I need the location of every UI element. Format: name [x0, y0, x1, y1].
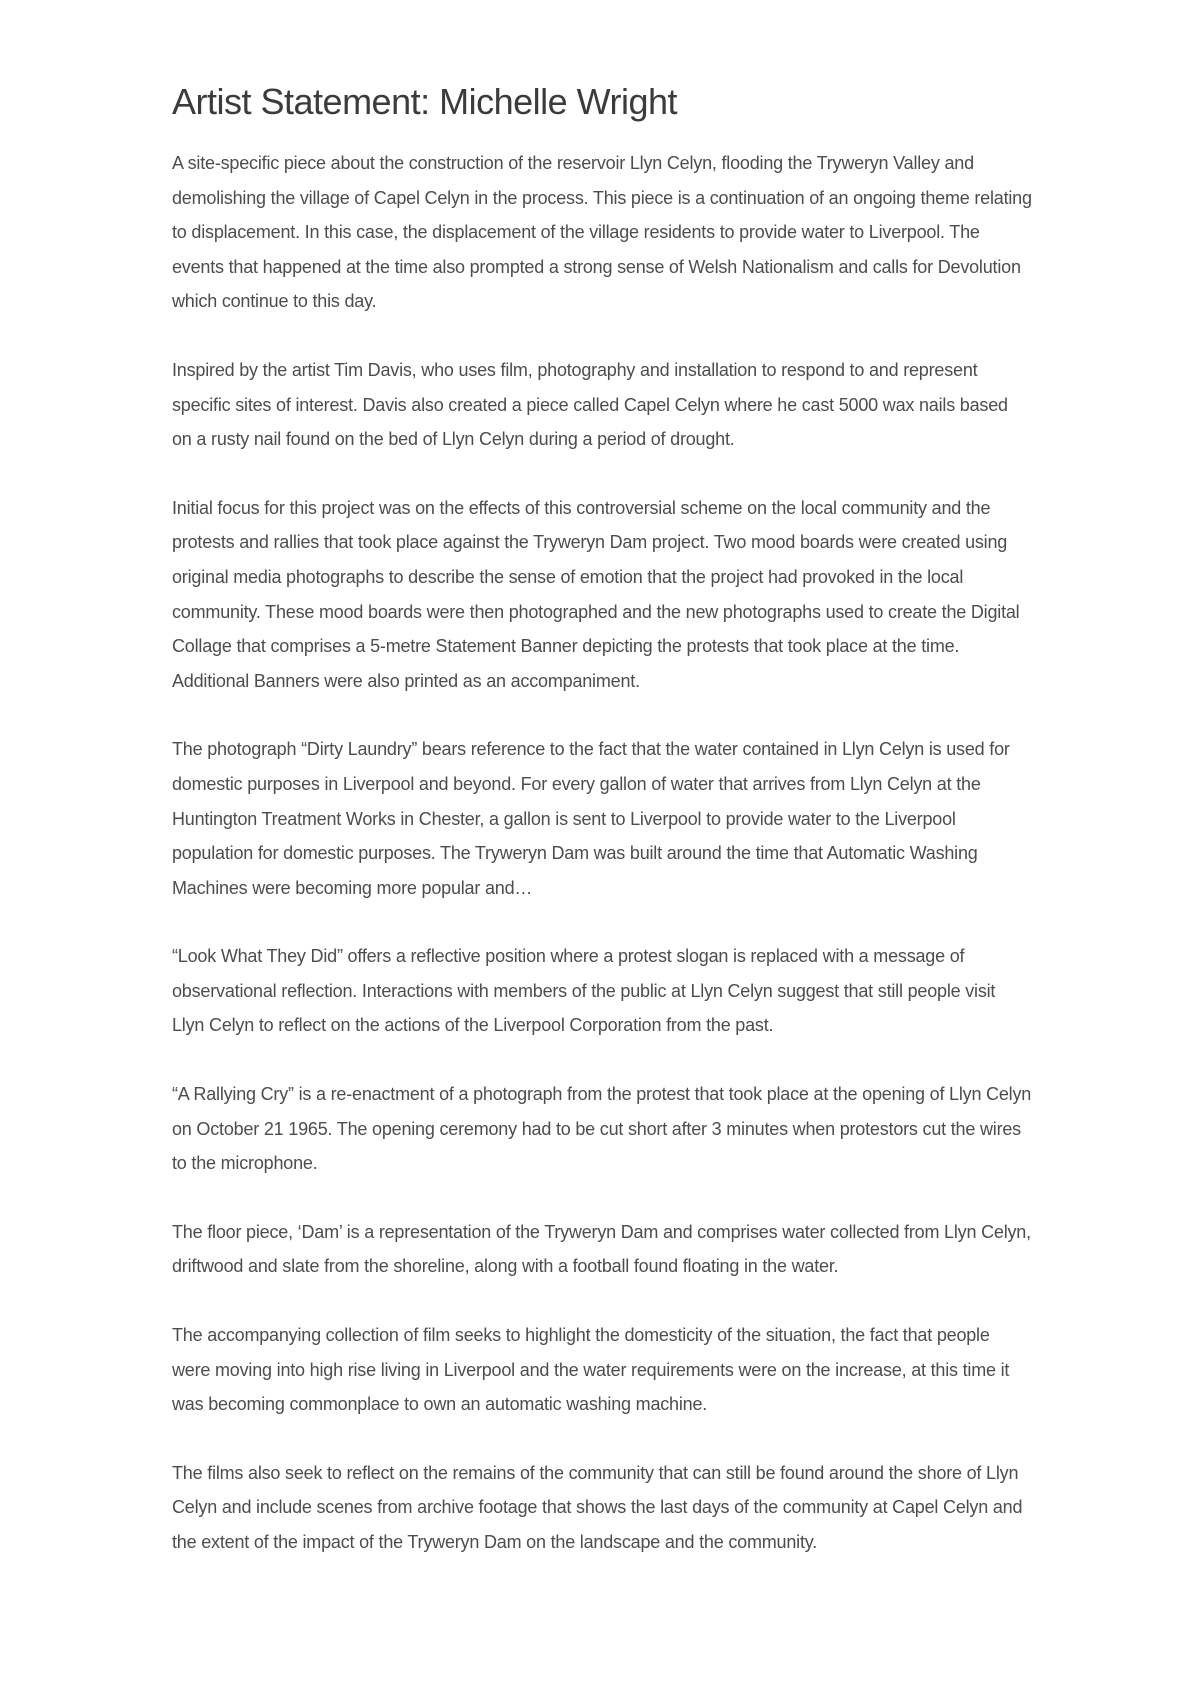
- paragraph-film-collection: The accompanying collection of film seeks to highlight the domesticity of the situation, the fact that people were moving into high rise living in Liverpool and the water requirements were on the increase, at this time it was becoming commonplace to own an automatic washing machine.: [172, 1325, 1010, 1415]
- paragraph-initial-focus: Initial focus for this project was on the effects of this controversial scheme on the local community and the protests and rallies that took place against the Tryweryn Dam project. Two mood boards were created using original media photographs to describe the sense of emotion that the project had provoked in the local community. These mood boards were then photographed and the new photographs used to create the Digital Collage that comprises a 5-metre Statement Banner depicting the protests that took place at the time. Additional Banners were also printed as an accompaniment.: [172, 497, 1020, 691]
- paragraph-inspiration: Inspired by the artist Tim Davis, who uses film, photography and installation to respond to and represent specific sites of interest. Davis also created a piece called Capel Celyn where he cast 5000 wax nails based on a rusty nail found on the bed of Llyn Celyn during a period of drought.: [172, 359, 1008, 450]
- document-title: Artist Statement: Michelle Wright: [172, 81, 678, 122]
- paragraph-site-specific: A site-specific piece about the construction of the reservoir Llyn Celyn, flooding the Tryweryn Valley and demolishing the village of Capel Celyn in the process. This piece is a continuation of an ongoing theme relating to displacement. In this case, the displacement of the village residents to provide water to Liverpool. The events that happened at the time also prompted a strong sense of Welsh Nationalism and calls for Devolution which continue to this day.: [172, 153, 1032, 312]
- document-body: [172, 146, 1032, 1560]
- paragraph-floor-piece: The floor piece, ‘Dam’ is a representation of the Tryweryn Dam and comprises water collected from Llyn Celyn, driftwood and slate from the shoreline, along with a football found floating in the water.: [172, 1221, 1031, 1277]
- paragraph-dirty-laundry: The photograph “Dirty Laundry” bears reference to the fact that the water contained in Llyn Celyn is used for domestic purposes in Liverpool and beyond. For every gallon of water that arrives from Llyn Celyn at the Huntington Treatment Works in Chester, a gallon is sent to Liverpool to provide water to the Liverpool population for domestic purposes. The Tryweryn Dam was built around the time that Automatic Washing Machines were becoming more popular and…: [172, 739, 1010, 898]
- paragraph-look-what-they-did: “Look What They Did” offers a reflective position where a protest slogan is replaced with a message of observational reflection. Interactions with members of the public at Llyn Celyn suggest that still people visit Llyn Celyn to reflect on the actions of the Liverpool Corporation from the past.: [172, 946, 996, 1036]
- paragraph-rallying-cry: “A Rallying Cry” is a re-enactment of a photograph from the protest that took place at the opening of Llyn Celyn on October 21 1965. The opening ceremony had to be cut short after 3 minutes when protestors cut the wires to the microphone.: [172, 1084, 1032, 1174]
- document-page: [172, 72, 1032, 1560]
- paragraph-films-reflect: The films also seek to reflect on the remains of the community that can still be found around the shore of Llyn Celyn and include scenes from archive footage that shows the last days of the community at Capel Celyn and the extent of the impact of the Tryweryn Dam on the landscape and the community.: [172, 1462, 1023, 1552]
